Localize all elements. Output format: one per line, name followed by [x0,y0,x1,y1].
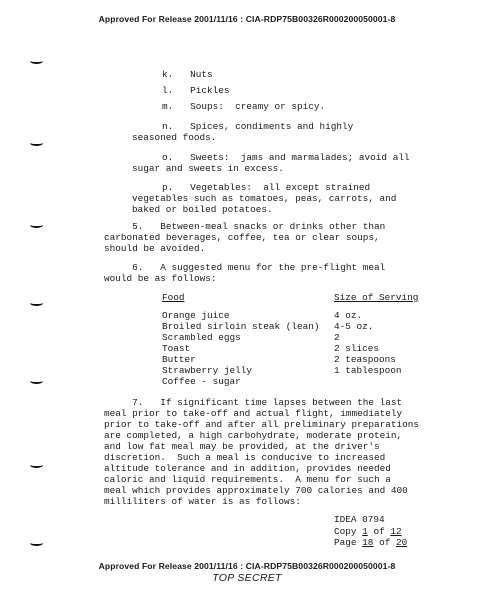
para7-line: prior to take-off and after all preliminary preparations [104,419,420,430]
margin-mark [30,222,43,228]
menu-size: 2 slices [334,343,380,354]
control-idea: IDEA 0794 [334,514,385,525]
menu-size: 2 teaspoons [334,354,396,365]
margin-mark [30,462,43,468]
menu-food: Broiled sirloin steak (lean) [162,321,320,332]
item-n: n. Spices, condiments and highly [162,121,354,132]
item-l: l. Pickles [162,85,230,96]
para7-line: meal prior to take-off and actual flight, immediately [104,408,403,419]
item-o-cont: sugar and sweets in excess. [132,163,284,174]
para7-line: are completed, a high carbohydrate, moderate protein, [104,430,403,441]
para5-line: should be avoided. [104,243,206,254]
para7-line: meal which provides approximately 700 calories and 400 [104,485,408,496]
margin-mark [30,378,43,384]
menu-col-food: Food [162,292,185,303]
item-p-cont-1: vegetables such as tomatoes, peas, carrots, and [132,193,397,204]
control-copy: Copy 1 of 12 [334,525,402,537]
header-release-line: Approved For Release 2001/11/16 : CIA-RDP75B00326R000200050001-8 [98,14,396,24]
menu-food: Butter [162,354,196,365]
item-o: o. Sweets: jams and marmalades; avoid all [162,152,410,163]
para7-line: and low fat meal may be provided, at the driver's [104,441,380,452]
margin-mark [30,540,43,546]
item-p-cont-2: baked or boiled potatoes. [132,204,273,215]
para7-line: milliliters of water is as follows: [104,496,301,507]
para6-line: would be as follows: [104,273,217,284]
para6-line: 6. A suggested menu for the pre-flight meal [104,262,386,273]
menu-size: 2 [334,332,340,343]
menu-food: Strawberry jelly [162,365,253,376]
margin-mark [30,58,43,64]
footer-release-line: Approved For Release 2001/11/16 : CIA-RDP75B00326R000200050001-8 [98,561,396,571]
menu-food: Orange juice [162,310,230,321]
para7-line: 7. If significant time lapses between the last [104,397,403,408]
para7-line: caloric and liquid requirements. A menu for such a [104,474,391,485]
item-p: p. Vegetables: all except strained [162,182,371,193]
para5-line: carbonated beverages, coffee, tea or clear soups, [104,232,380,243]
menu-size: 4 oz. [334,310,363,321]
menu-size: 4-5 oz. [334,321,374,332]
item-m: m. Soups: creamy or spicy. [162,101,326,112]
para7-line: altitude tolerance and in addition, provides needed [104,463,391,474]
margin-mark [30,300,43,306]
menu-food: Toast [162,343,191,354]
item-k: k. Nuts [162,69,213,80]
para7-line: discretion. Such a meal is conducive to increased [104,452,386,463]
footer-classification: TOP SECRET [212,572,282,584]
control-block [334,514,407,549]
menu-size: 1 tablespoon [334,365,402,376]
control-page: Page 18 of 20 [334,537,408,548]
menu-food: Coffee - sugar [162,376,241,387]
menu-col-size: Size of Serving [334,292,419,303]
margin-mark [30,140,43,146]
para5-line: 5. Between-meal snacks or drinks other than [104,221,386,232]
menu-food: Scrambled eggs [162,332,241,343]
item-n-cont: seasoned foods. [132,132,217,143]
